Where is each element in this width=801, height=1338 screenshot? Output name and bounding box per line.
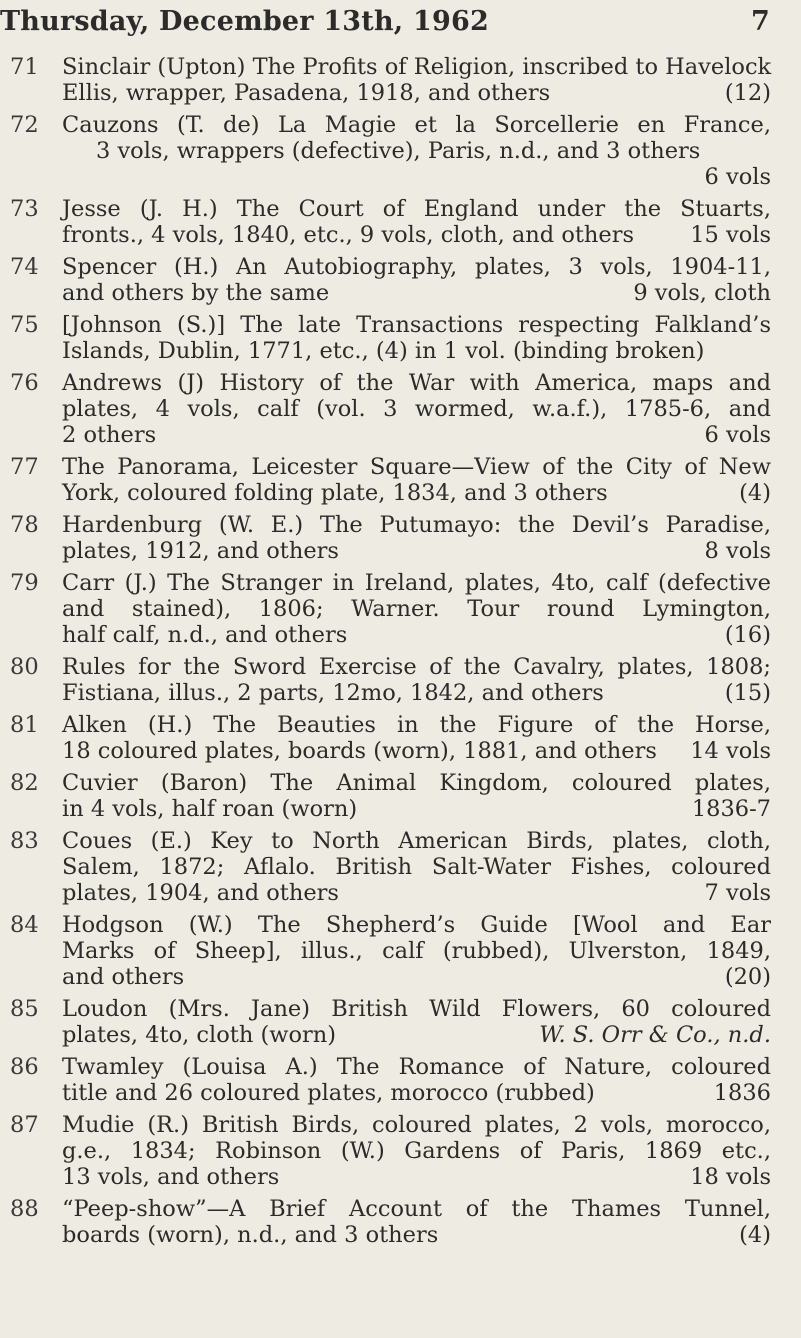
lot-entry: [0, 996, 801, 1048]
lot-entry: [0, 828, 801, 906]
lot-line: Coues (E.) Key to North American Birds, plates, cloth,: [62, 828, 771, 854]
lot-quantity: 15 vols: [690, 222, 771, 248]
lot-entry: [0, 1112, 801, 1190]
lot-line: 18 coloured plates, boards (worn), 1881, and others: [62, 738, 657, 764]
lot-line: and stained), 1806; Warner. Tour round Lymington,: [62, 596, 771, 622]
lot-line: plates, 1912, and others: [62, 538, 339, 564]
lot-line: plates, 4to, cloth (worn): [62, 1022, 337, 1048]
lot-line: plates, 1904, and others: [62, 880, 339, 906]
lot-line: “Peep-show”—A Brief Account of the Thames Tunnel,: [62, 1196, 771, 1222]
lot-line: half calf, n.d., and others: [62, 622, 348, 648]
lot-entry: [0, 370, 801, 448]
lot-entry: [0, 112, 801, 190]
lot-quantity: (4): [739, 1222, 771, 1248]
lot-quantity: 7 vols: [704, 880, 771, 906]
lot-line: Rules for the Sword Exercise of the Cavalry, plates, 1808;: [62, 654, 771, 680]
lot-line: Mudie (R.) British Birds, coloured plates, 2 vols, morocco,: [62, 1112, 771, 1138]
lot-line: Salem, 1872; Aflalo. British Salt-Water Fishes, coloured: [62, 854, 771, 880]
lot-number: 71: [10, 54, 39, 80]
lot-number: 82: [10, 770, 39, 796]
lot-number: 80: [10, 654, 39, 680]
lot-quantity: 8 vols: [704, 538, 771, 564]
lot-entry: [0, 454, 801, 506]
lot-number: 83: [10, 828, 39, 854]
lot-list: [0, 54, 801, 1254]
lot-line: boards (worn), n.d., and 3 others: [62, 1222, 439, 1248]
lot-number: 74: [10, 254, 39, 280]
lot-quantity: (12): [724, 80, 771, 106]
lot-number: 79: [10, 570, 39, 596]
lot-quantity: 9 vols, cloth: [633, 280, 771, 306]
lot-quantity: 6 vols: [704, 164, 771, 190]
lot-number: 73: [10, 196, 39, 222]
lot-number: 87: [10, 1112, 39, 1138]
lot-line: Spencer (H.) An Autobiography, plates, 3 vols, 1904-11,: [62, 254, 771, 280]
lot-line: Loudon (Mrs. Jane) British Wild Flowers, 60 coloured: [62, 996, 771, 1022]
lot-entry: [0, 512, 801, 564]
lot-line: Hardenburg (W. E.) The Putumayo: the Devil’s Paradise,: [62, 512, 771, 538]
lot-line: g.e., 1834; Robinson (W.) Gardens of Paris, 1869 etc.,: [62, 1138, 771, 1164]
lot-entry: [0, 312, 801, 364]
lot-line: 13 vols, and others: [62, 1164, 280, 1190]
lot-line: in 4 vols, half roan (worn): [62, 796, 358, 822]
lot-line: Marks of Sheep], illus., calf (rubbed), Ulverston, 1849,: [62, 938, 771, 964]
lot-entry: [0, 570, 801, 648]
lot-number: 81: [10, 712, 39, 738]
lot-entry: [0, 1054, 801, 1106]
lot-number: 77: [10, 454, 39, 480]
page-number: 7: [751, 6, 770, 37]
lot-number: 75: [10, 312, 39, 338]
lot-quantity: (4): [739, 480, 771, 506]
lot-line: Jesse (J. H.) The Court of England under the Stuarts,: [62, 196, 771, 222]
lot-quantity: (15): [724, 680, 771, 706]
lot-number: 72: [10, 112, 39, 138]
lot-line: title and 26 coloured plates, morocco (rubbed): [62, 1080, 595, 1106]
lot-quantity: (16): [724, 622, 771, 648]
lot-line: fronts., 4 vols, 1840, etc., 9 vols, cloth, and others: [62, 222, 635, 248]
lot-number: 76: [10, 370, 39, 396]
lot-quantity: 6 vols: [704, 422, 771, 448]
lot-number: 86: [10, 1054, 39, 1080]
lot-line: Fistiana, illus., 2 parts, 12mo, 1842, and others: [62, 680, 604, 706]
lot-line: and others: [62, 964, 185, 990]
lot-entry: [0, 196, 801, 248]
lot-number: 84: [10, 912, 39, 938]
lot-line: Hodgson (W.) The Shepherd’s Guide [Wool and Ear: [62, 912, 771, 938]
lot-line: Islands, Dublin, 1771, etc., (4) in 1 vol. (binding broken): [62, 338, 705, 364]
lot-number: 88: [10, 1196, 39, 1222]
lot-number: 78: [10, 512, 39, 538]
lot-entry: [0, 770, 801, 822]
lot-entry: [0, 1196, 801, 1248]
lot-entry: [0, 654, 801, 706]
lot-line: Cauzons (T. de) La Magie et la Sorcellerie en France,: [62, 112, 771, 138]
lot-line: Alken (H.) The Beauties in the Figure of the Horse,: [62, 712, 771, 738]
lot-line: 3 vols, wrappers (defective), Paris, n.d., and 3 others: [96, 138, 701, 164]
lot-line: The Panorama, Leicester Square—View of the City of New: [62, 454, 771, 480]
lot-number: 85: [10, 996, 39, 1022]
lot-entry: [0, 254, 801, 306]
lot-line: Sinclair (Upton) The Profits of Religion, inscribed to Havelock: [62, 54, 772, 80]
page-header: [0, 6, 788, 42]
lot-line: Ellis, wrapper, Pasadena, 1918, and others: [62, 80, 551, 106]
lot-quantity: W. S. Orr & Co., n.d.: [539, 1022, 771, 1048]
lot-entry: [0, 54, 801, 106]
lot-line: Andrews (J) History of the War with America, maps and: [62, 370, 771, 396]
lot-line: and others by the same: [62, 280, 330, 306]
lot-line: [Johnson (S.)] The late Transactions respecting Falkland’s: [62, 312, 771, 338]
page-title: Thursday, December 13th, 1962: [0, 6, 489, 37]
lot-line: Carr (J.) The Stranger in Ireland, plates, 4to, calf (defective: [62, 570, 771, 596]
lot-quantity: 14 vols: [690, 738, 771, 764]
lot-line: Twamley (Louisa A.) The Romance of Nature, coloured: [62, 1054, 771, 1080]
lot-entry: [0, 912, 801, 990]
lot-line: York, coloured folding plate, 1834, and 3 others: [62, 480, 608, 506]
lot-quantity: 18 vols: [690, 1164, 771, 1190]
lot-quantity: 1836: [713, 1080, 771, 1106]
lot-line: plates, 4 vols, calf (vol. 3 wormed, w.a.f.), 1785-6, and: [62, 396, 771, 422]
lot-quantity: (20): [724, 964, 771, 990]
lot-entry: [0, 712, 801, 764]
lot-quantity: 1836-7: [691, 796, 771, 822]
lot-line: Cuvier (Baron) The Animal Kingdom, coloured plates,: [62, 770, 771, 796]
lot-line: 2 others: [62, 422, 157, 448]
